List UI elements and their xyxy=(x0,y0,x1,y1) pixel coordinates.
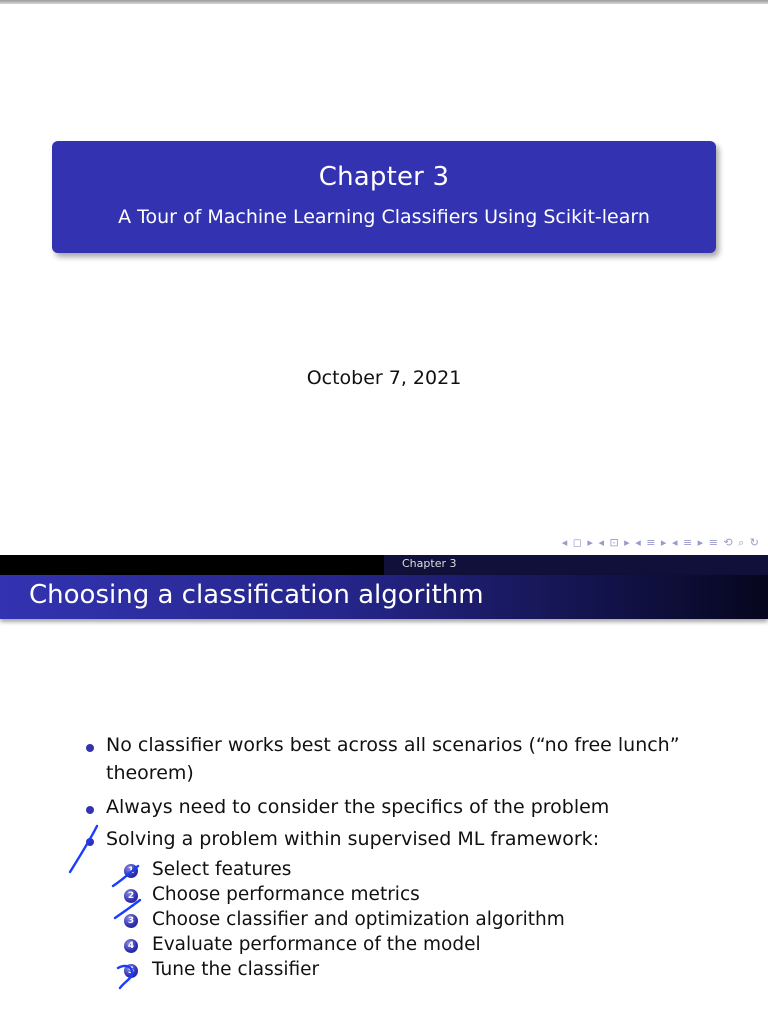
headline-chapter: Chapter 3 xyxy=(402,557,457,570)
bullet-text: No classifier works best across all scenarios (“no free lunch” xyxy=(106,734,680,756)
step-number-ball: 3 xyxy=(124,914,138,928)
slide-title: Chapter 3 xyxy=(318,162,450,192)
step-text: Select features xyxy=(152,859,292,880)
step-text: Evaluate performance of the model xyxy=(152,934,481,955)
ink-stroke xyxy=(115,900,140,918)
slide-date: October 7, 2021 xyxy=(306,367,462,389)
bullet-text: Solving a problem within supervised ML framework: xyxy=(106,828,600,850)
frame-title: Choosing a classification algorithm xyxy=(29,580,484,610)
ink-stroke xyxy=(113,866,138,886)
step-text: Tune the classifier xyxy=(152,959,320,980)
ink-stroke xyxy=(70,826,97,872)
beamer-navigation-symbols[interactable]: ◂ ◻ ▸ ◂ ⊡ ▸ ◂ ≡ ▸ ◂ ≡ ▸ ≡ ⟲ ⌕ ↻ xyxy=(561,536,760,549)
bullet-text: Always need to consider the specifics of the problem xyxy=(106,796,610,818)
step-number-ball: 5 xyxy=(124,964,138,978)
ink-stroke xyxy=(118,966,132,988)
bullet-text-continued: theorem) xyxy=(106,762,194,784)
step-number-ball: 4 xyxy=(124,939,138,953)
step-number-ball: 1 xyxy=(124,864,138,878)
step-text: Choose classifier and optimization algorithm xyxy=(152,909,565,930)
step-number-ball: 2 xyxy=(124,889,138,903)
slide-subtitle: A Tour of Machine Learning Classifiers Using Scikit-learn xyxy=(118,206,650,228)
step-text: Choose performance metrics xyxy=(152,884,420,905)
